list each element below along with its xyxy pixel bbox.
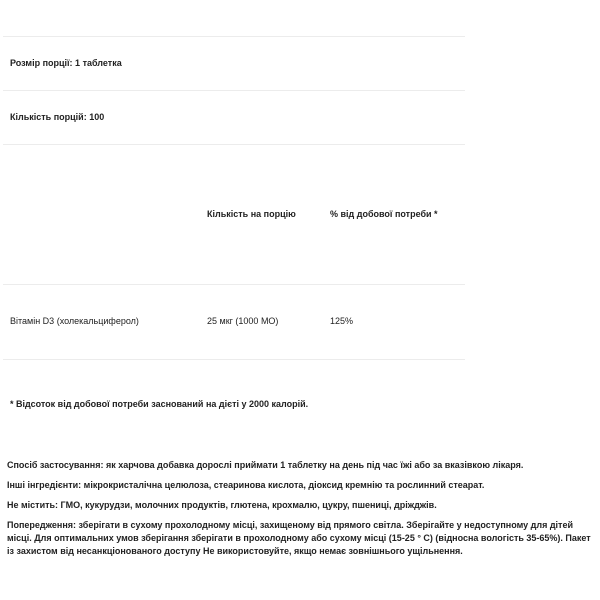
- free-of-text: Не містить: ГМО, кукурудзи, молочних продуктів, глютена, крохмалю, цукру, пшениці, дріжджів.: [7, 500, 437, 511]
- supplement-facts-table: [3, 0, 465, 455]
- nutrient-name: Вітамін D3 (холекальциферол): [10, 316, 139, 326]
- nutrient-row: [3, 284, 465, 360]
- table-header-row: [3, 144, 465, 285]
- nutrient-dv: 125%: [330, 316, 354, 326]
- column-amount-header: Кількість на порцію: [207, 209, 296, 219]
- servings-count-text: Кількість порцій: 100: [10, 112, 105, 122]
- column-dv-header: % від добової потреби *: [330, 209, 438, 219]
- warnings-text: Попередження: зберігати в сухому прохолодному місці, захищеному від прямого світла. Зберігайте у недоступному для дітей місці. Для оптимальних умов зберігання зберігати в прохолодному або сухому місці (15-25 ° C) (відносна вологість 35-65%). Пакет із захистом від несанкціонованого доступу Не використовуйте, якщо немає зовнішнього ущільнення.: [7, 520, 591, 557]
- product-info: [7, 459, 593, 565]
- footnote-text: * Відсоток від добової потреби заснований на дієті у 2000 калорій.: [10, 399, 309, 409]
- nutrient-amount: 25 мкг (1000 МО): [207, 316, 279, 326]
- usage-text: Спосіб застосування: як харчова добавка дорослі приймати 1 таблетку на день під час їжі або за вказівкою лікаря.: [7, 460, 524, 470]
- footnote-row: [3, 359, 465, 454]
- serving-size-text: Розмір порції: 1 таблетка: [10, 58, 122, 68]
- serving-size-row: [3, 36, 465, 91]
- servings-count-row: [3, 90, 465, 145]
- other-ingredients-text: Інші інгредієнти: мікрокристалічна целюлоза, стеаринова кислота, діоксид кремнію та рослинний стеарат.: [7, 480, 485, 491]
